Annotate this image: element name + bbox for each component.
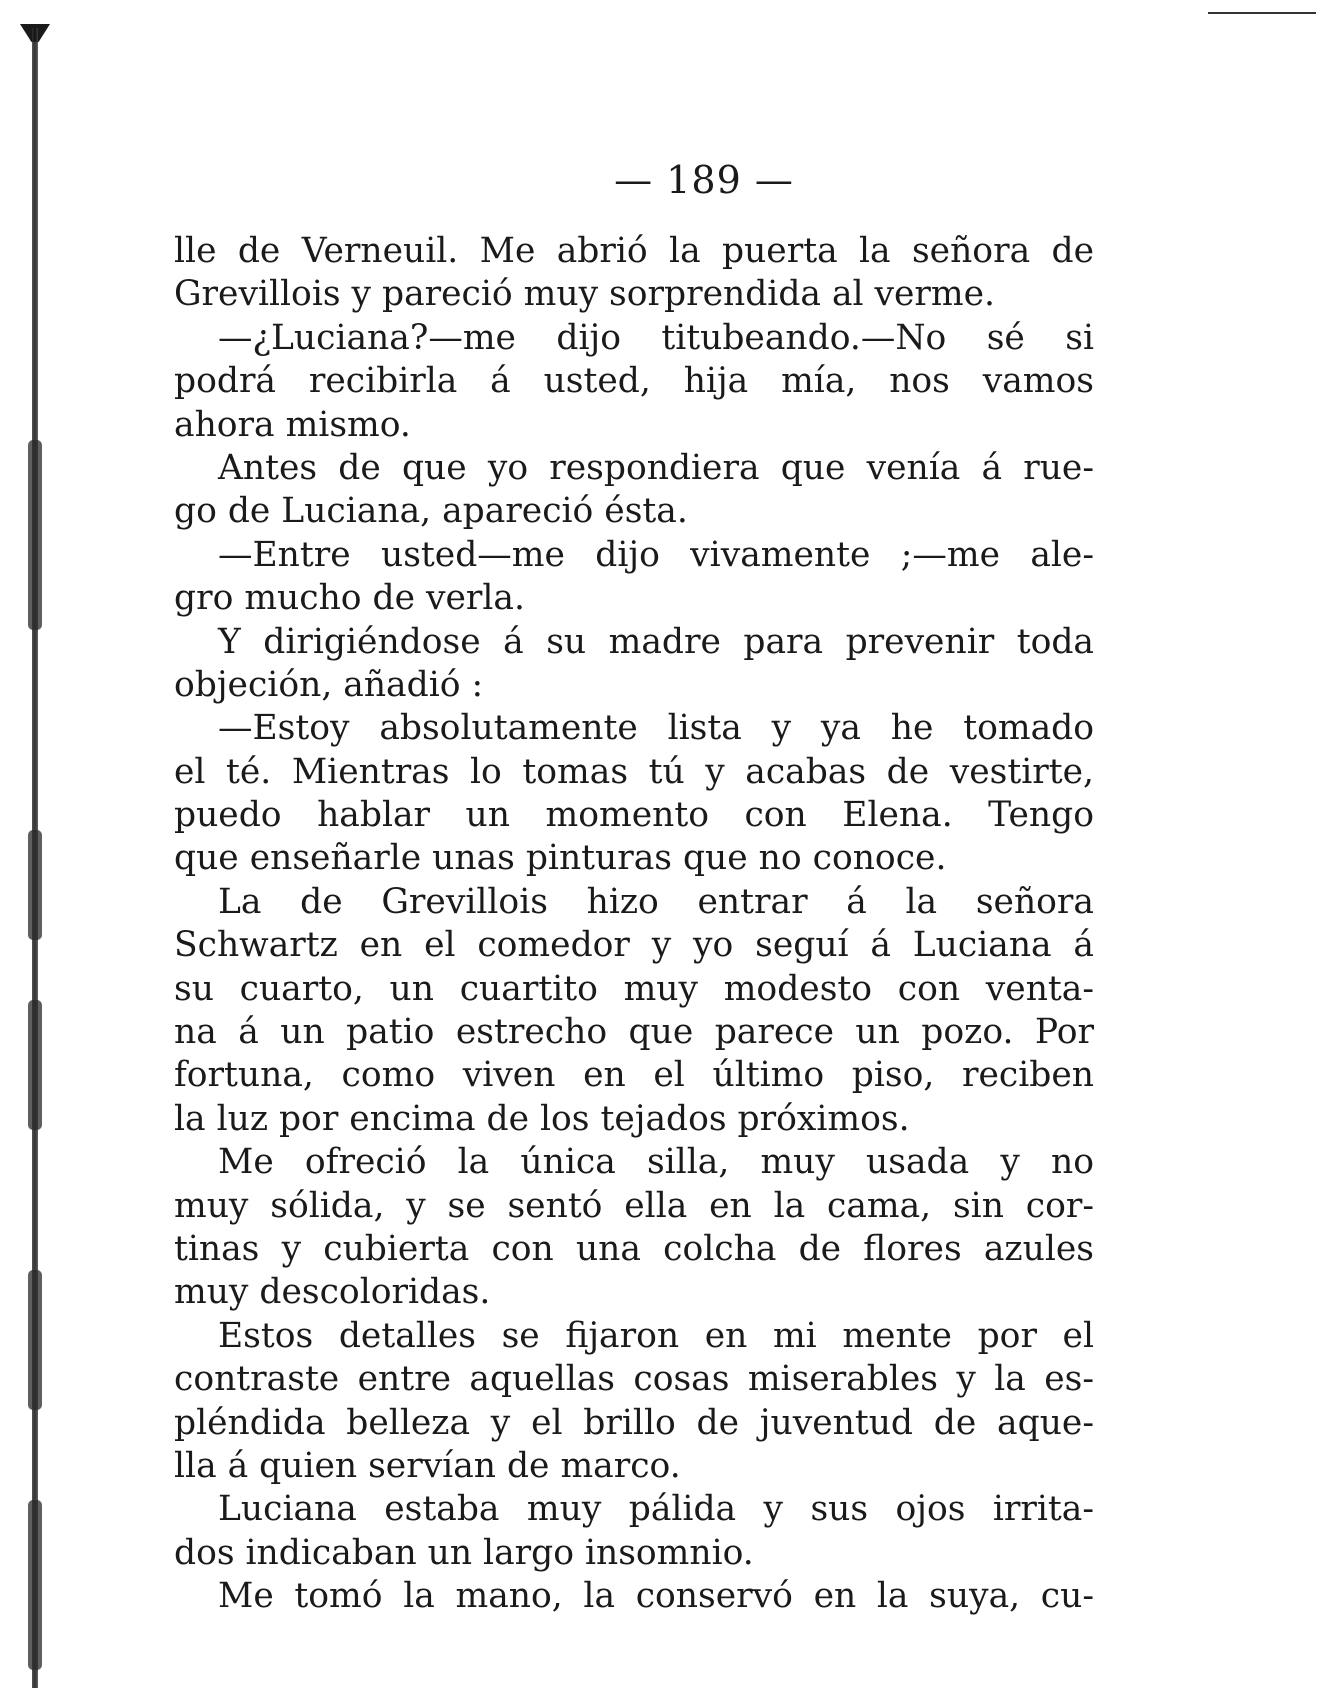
corner-rule [1208, 12, 1316, 14]
text-line: Y dirigiéndose á su madre para prevenir toda [218, 621, 1094, 662]
binding-edge-mark [28, 440, 42, 630]
page-number: — 189 — [614, 158, 794, 202]
text-line: el té. Mientras lo tomas tú y acabas de vestirte, [174, 751, 1094, 792]
text-line: Antes de que yo respondiera que venía á rue- [218, 447, 1094, 488]
binding-edge-mark [28, 830, 42, 940]
binding-edge-mark [28, 1270, 42, 1410]
text-line: Luciana estaba muy pálida y sus ojos irrita- [218, 1489, 1094, 1530]
text-line: —Entre usted—me dijo vivamente ;—me ale- [218, 534, 1094, 575]
text-line: Schwartz en el comedor y yo seguí á Luciana á [174, 925, 1094, 966]
text-line: Estos detalles se fijaron en mi mente por el [218, 1315, 1094, 1356]
text-line: fortuna, como viven en el último piso, reciben [174, 1055, 1094, 1096]
text-line: pléndida belleza y el brillo de juventud de aque- [174, 1402, 1094, 1443]
text-line: —¿Luciana?—me dijo titubeando.—No sé si [218, 317, 1094, 358]
text-line: Grevillois y pareció muy sorprendida al verme. [174, 274, 996, 315]
text-line: gro mucho de verla. [174, 578, 525, 619]
text-line: muy sólida, y se sentó ella en la cama, sin cor- [174, 1185, 1094, 1226]
text-line: contraste entre aquellas cosas miserables y la es- [174, 1359, 1094, 1400]
text-line: go de Luciana, apareció ésta. [174, 491, 688, 532]
binding-edge-mark [28, 1500, 42, 1670]
text-line: lla á quien servían de marco. [174, 1445, 681, 1486]
text-line: La de Grevillois hizo entrar á la señora [218, 881, 1094, 922]
text-line: puedo hablar un momento con Elena. Tengo [174, 795, 1094, 836]
text-line: ahora mismo. [174, 404, 411, 445]
text-line: Me tomó la mano, la conservó en la suya, cu- [218, 1576, 1094, 1617]
text-line: objeción, añadió : [174, 664, 484, 705]
text-line: su cuarto, un cuartito muy modesto con venta- [174, 968, 1094, 1009]
binding-edge-mark [28, 1000, 42, 1130]
text-line: la luz por encima de los tejados próximos. [174, 1098, 910, 1139]
body-text [174, 230, 1094, 1619]
text-line: na á un patio estrecho que parece un pozo. Por [174, 1012, 1094, 1053]
text-line: lle de Verneuil. Me abrió la puerta la señora de [174, 231, 1094, 271]
text-line: tinas y cubierta con una colcha de flores azules [174, 1228, 1094, 1269]
text-line: Me ofreció la única silla, muy usada y no [218, 1142, 1094, 1183]
text-line: que enseñarle unas pinturas que no conoce. [174, 838, 947, 879]
text-line: dos indicaban un largo insomnio. [174, 1532, 754, 1573]
text-line: muy descoloridas. [174, 1272, 491, 1313]
text-line: —Estoy absolutamente lista y ya he tomado [218, 708, 1094, 749]
text-line: podrá recibirla á usted, hija mía, nos vamos [174, 361, 1094, 402]
